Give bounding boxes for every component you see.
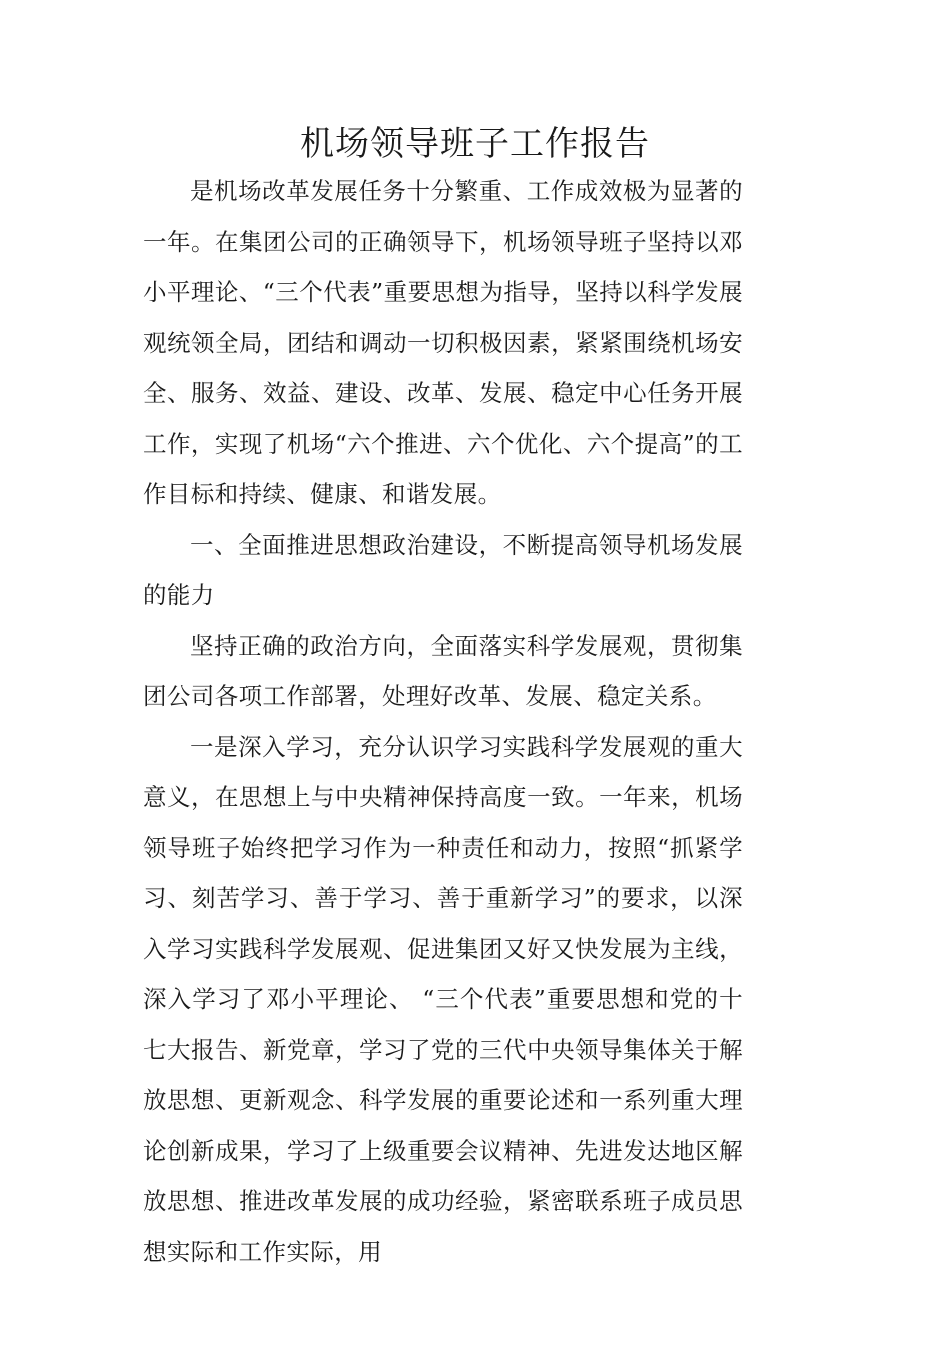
paragraph-direction: 坚持正确的政治方向，全面落实科学发展观，贯彻集团公司各项工作部署，处理好改革、发展、稳定关系。 [143, 631, 743, 710]
section-heading-1: 一、全面推进思想政治建设，不断提高领导机场发展的能力 [143, 530, 743, 609]
paragraph-intro: 是机场改革发展任务十分繁重、工作成效极为显著的一年。在集团公司的正确领导下，机场领导班子坚持以邓小平理论、“三个代表”重要思想为指导，坚持以科学发展观统领全局，团结和调动一切积极因素，紧紧围绕机场安全、服务、效益、建设、改革、发展、稳定中心任务开展工作，实现了机场“六个推进、六个优化、六个提高”的工作目标和持续、健康、和谐发展。 [143, 177, 743, 508]
document-title: 机场领导班子工作报告 [300, 124, 650, 164]
paragraph-study: 一是深入学习，充分认识学习实践科学发展观的重大意义，在思想上与中央精神保持高度一致。一年来，机场领导班子始终把学习作为一种责任和动力，按照“抓紧学习、刻苦学习、善于学习、善于重新学习”的要求，以深入学习实践科学发展观、促进集团又好又快发展为主线，深入学习了邓小平理论、 “三个代表”重要思想和党的十七大报告、新党章，学习了党的三代中央领导集体关于解放思想、更新观念、科学发展的重要论述和一系列重大理论创新成果，学习了上级重要会议精神、先进发达地区解放思想、推进改革发展的成功经验，紧密联系班子成员思想实际和工作实际，用 [143, 732, 743, 1266]
document-body [143, 166, 743, 1277]
